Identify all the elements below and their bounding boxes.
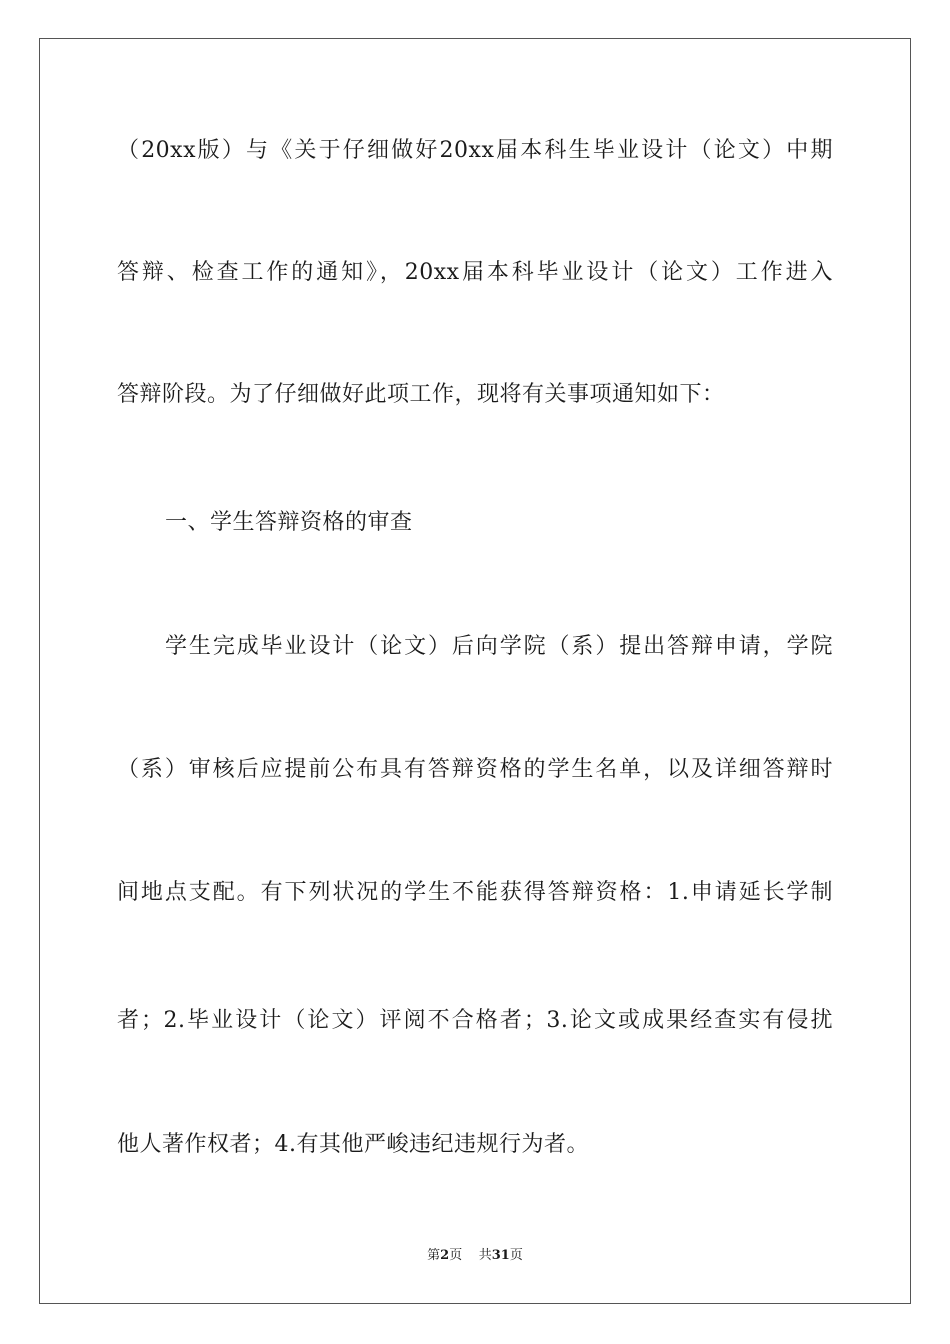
page-current-number: 2 <box>440 1248 450 1263</box>
paragraph-line-3: 答辩阶段。为了仔细做好此项工作，现将有关事项通知如下： <box>117 382 725 407</box>
total-suffix: 页 <box>509 1248 523 1263</box>
page-suffix: 页 <box>449 1248 463 1263</box>
paragraph-line-4: 学生完成毕业设计（论文）后向学院（系）提出答辩申请，学院 <box>165 634 833 659</box>
paragraph-line-8: 他人著作权者；4.有其他严峻违纪违规行为者。 <box>117 1132 589 1157</box>
page-footer <box>0 1247 950 1265</box>
paragraph-line-7: 者；2.毕业设计（论文）评阅不合格者；3.论文或成果经查实有侵扰 <box>117 1008 833 1033</box>
total-prefix: 共 <box>478 1248 492 1263</box>
paragraph-line-6: 间地点支配。有下列状况的学生不能获得答辩资格：1.申请延长学制 <box>117 880 833 905</box>
page-total-number: 31 <box>491 1248 510 1263</box>
paragraph-line-2: 答辩、检查工作的通知》，20xx届本科毕业设计（论文）工作进入 <box>117 260 833 285</box>
paragraph-line-1: （20xx版）与《关于仔细做好20xx届本科生毕业设计（论文）中期 <box>117 138 833 163</box>
paragraph-line-5: （系）审核后应提前公布具有答辩资格的学生名单，以及详细答辩时 <box>117 757 833 782</box>
section-heading: 一、学生答辩资格的审查 <box>165 510 413 535</box>
page-border <box>39 38 911 1304</box>
page-prefix: 第 <box>427 1248 441 1263</box>
